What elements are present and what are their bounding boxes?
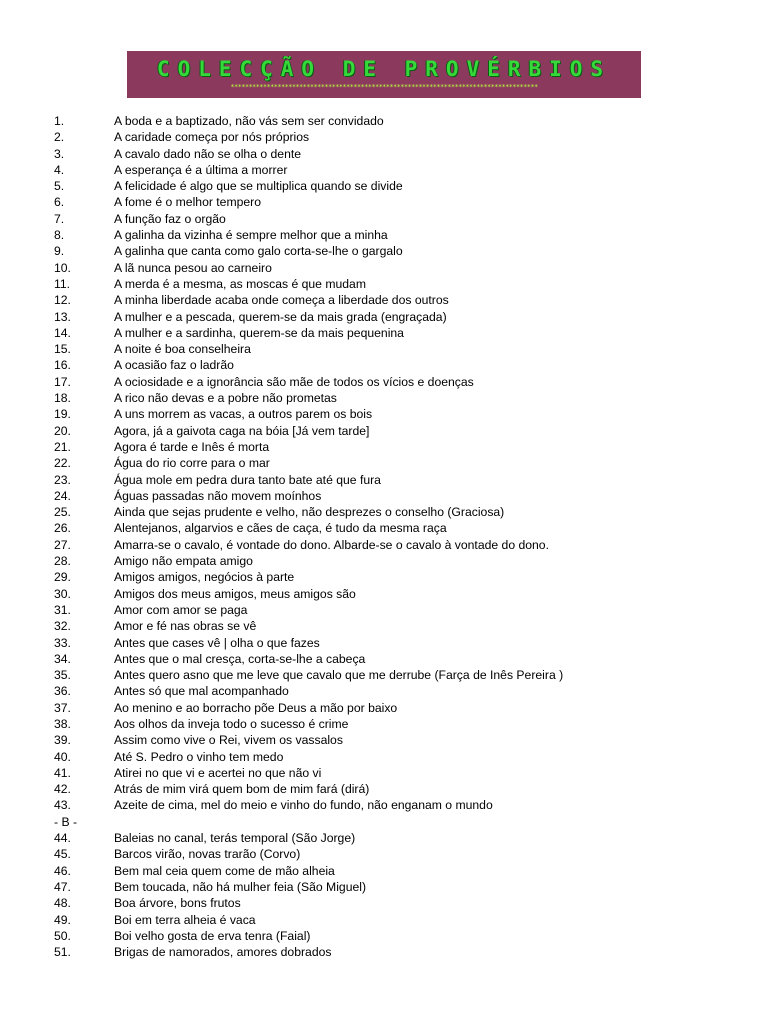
item-number: 20.	[54, 423, 71, 438]
list-item	[54, 292, 754, 308]
item-number: 21.	[54, 439, 71, 454]
proverb-text: A rico não devas e a pobre não prometas	[114, 391, 337, 406]
list-item	[54, 129, 754, 145]
list-item	[54, 455, 754, 471]
item-number: 48.	[54, 896, 71, 911]
list-item	[54, 194, 754, 210]
proverb-text: Água do rio corre para o mar	[114, 456, 270, 471]
proverb-text: Aos olhos da inveja todo o sucesso é crime	[114, 716, 349, 731]
proverb-text: Amarra-se o cavalo, é vontade do dono. Albarde-se o cavalo à vontade do dono.	[114, 537, 549, 552]
item-number: 36.	[54, 684, 71, 699]
item-number: 30.	[54, 586, 71, 601]
list-item	[54, 211, 754, 227]
proverb-text: A uns morrem as vacas, a outros parem os bois	[114, 407, 373, 422]
proverb-text: Agora, já a gaivota caga na bóia [Já vem tarde]	[114, 423, 370, 438]
list-item	[54, 276, 754, 292]
page-title: COLECÇÃO DE PROVÉRBIOS	[156, 57, 612, 81]
item-number: 23.	[54, 472, 71, 487]
item-number: 31.	[54, 602, 71, 617]
list-item	[54, 586, 754, 602]
item-number: 44.	[54, 831, 71, 846]
proverb-text: A felicidade é algo que se multiplica quando se divide	[114, 179, 403, 194]
list-item	[54, 178, 754, 194]
item-number: 25.	[54, 505, 71, 520]
item-number: 8.	[54, 228, 65, 243]
proverb-text: Antes só que mal acompanhado	[114, 684, 289, 699]
list-item	[54, 700, 754, 716]
proverb-text: A ociosidade e a ignorância são mãe de todos os vícios e doenças	[114, 374, 474, 389]
list-item	[54, 830, 754, 846]
item-number: 22.	[54, 456, 71, 471]
list-item	[54, 846, 754, 862]
proverb-text: Baleias no canal, terás temporal (São Jorge)	[114, 831, 356, 846]
item-number: 39.	[54, 733, 71, 748]
item-number: 46.	[54, 863, 71, 878]
proverb-text: A boda e a baptizado, não vás sem ser convidado	[114, 114, 384, 128]
item-number: 14.	[54, 325, 71, 340]
item-number: 28.	[54, 554, 71, 569]
item-number: 18.	[54, 391, 71, 406]
item-number: 50.	[54, 928, 71, 943]
item-number: 51.	[54, 945, 71, 960]
list-item	[54, 651, 754, 667]
list-item	[54, 912, 754, 928]
list-item	[54, 716, 754, 732]
list-item	[54, 146, 754, 162]
item-number: 15.	[54, 342, 71, 357]
list-item	[54, 537, 754, 553]
list-item	[54, 797, 754, 813]
proverb-text: A fome é o melhor tempero	[114, 195, 261, 210]
item-number: 17.	[54, 374, 71, 389]
item-number: 7.	[54, 211, 65, 226]
proverb-text: Ao menino e ao borracho põe Deus a mão por baixo	[114, 700, 398, 715]
list-item	[54, 944, 754, 960]
proverb-text: Agora é tarde e Inês é morta	[114, 439, 270, 454]
item-number: 37.	[54, 700, 71, 715]
item-number: 9.	[54, 244, 65, 259]
item-number: 41.	[54, 765, 71, 780]
proverb-text: Brigas de namorados, amores dobrados	[114, 945, 332, 960]
proverb-text: A função faz o orgão	[114, 211, 226, 226]
item-number: 24.	[54, 488, 71, 503]
list-item	[54, 374, 754, 390]
item-number: 16.	[54, 358, 71, 373]
proverb-text: Antes quero asno que me leve que cavalo que me derrube (Farça de Inês Pereira )	[114, 668, 564, 683]
proverb-text: A ocasião faz o ladrão	[114, 358, 234, 373]
list-item	[54, 341, 754, 357]
proverb-text: A merda é a mesma, as moscas é que mudam	[114, 276, 366, 291]
list-item	[54, 243, 754, 259]
list-item	[54, 928, 754, 944]
item-number: 6.	[54, 195, 65, 210]
list-item	[54, 635, 754, 651]
list-item	[54, 325, 754, 341]
proverb-text: A minha liberdade acaba onde começa a liberdade dos outros	[114, 293, 449, 308]
list-item	[54, 162, 754, 178]
list-item	[54, 863, 754, 879]
proverb-text: A lã nunca pesou ao carneiro	[114, 260, 272, 275]
proverb-text: Atrás de mim virá quem bom de mim fará (dirá)	[114, 782, 370, 797]
item-number: 47.	[54, 879, 71, 894]
list-item	[54, 113, 754, 129]
item-number: 32.	[54, 619, 71, 634]
proverb-text: Bem mal ceia quem come de mão alheia	[114, 863, 335, 878]
list-item	[54, 520, 754, 536]
item-number: 38.	[54, 716, 71, 731]
item-number: 11.	[54, 276, 71, 291]
list-item	[54, 488, 754, 504]
list-item	[54, 357, 754, 373]
list-item	[54, 879, 754, 895]
section-heading	[54, 814, 754, 830]
list-item	[54, 406, 754, 422]
item-number: 4.	[54, 162, 65, 177]
list-item	[54, 472, 754, 488]
proverb-text: Boi velho gosta de erva tenra (Faial)	[114, 928, 311, 943]
list-item	[54, 439, 754, 455]
proverb-list	[54, 113, 754, 960]
proverb-text: Antes que cases vê | olha o que fazes	[114, 635, 320, 650]
list-item	[54, 504, 754, 520]
proverb-text: Barcos virão, novas trarão (Corvo)	[114, 847, 301, 862]
list-item	[54, 602, 754, 618]
item-number: 10.	[54, 260, 71, 275]
list-item	[54, 667, 754, 683]
proverb-text: A esperança é a última a morrer	[114, 162, 288, 177]
proverb-text: A cavalo dado não se olha o dente	[114, 146, 302, 161]
list-item	[54, 895, 754, 911]
item-number: - B -	[54, 814, 78, 829]
proverb-text: Amigos amigos, negócios à parte	[114, 570, 295, 585]
proverb-text: Água mole em pedra dura tanto bate até que fura	[114, 472, 381, 487]
proverb-text: Boi em terra alheia é vaca	[114, 912, 256, 927]
proverb-text: Até S. Pedro o vinho tem medo	[114, 749, 284, 764]
list-item	[54, 749, 754, 765]
item-number: 12.	[54, 293, 71, 308]
list-item	[54, 390, 754, 406]
list-item	[54, 553, 754, 569]
item-number: 43.	[54, 798, 71, 813]
list-item	[54, 227, 754, 243]
proverb-text: A caridade começa por nós próprios	[114, 130, 310, 145]
proverb-text: Azeite de cima, mel do meio e vinho do fundo, não enganam o mundo	[114, 798, 493, 813]
item-number: 1.	[54, 114, 65, 128]
list-item	[54, 765, 754, 781]
item-number: 29.	[54, 570, 71, 585]
proverb-text: Antes que o mal cresça, corta-se-lhe a cabeça	[114, 651, 366, 666]
proverb-text: Águas passadas não movem moínhos	[114, 488, 322, 503]
list-item	[54, 732, 754, 748]
proverb-text: A galinha da vizinha é sempre melhor que a minha	[114, 228, 388, 243]
item-number: 3.	[54, 146, 65, 161]
list-item	[54, 618, 754, 634]
proverb-text: Bem toucada, não há mulher feia (São Miguel)	[114, 879, 367, 894]
item-number: 13.	[54, 309, 71, 324]
item-number: 35.	[54, 668, 71, 683]
item-number: 26.	[54, 521, 71, 536]
item-number: 27.	[54, 537, 71, 552]
proverb-text: Amigos dos meus amigos, meus amigos são	[114, 586, 356, 601]
title-banner	[127, 51, 641, 98]
item-number: 40.	[54, 749, 71, 764]
item-number: 42.	[54, 782, 71, 797]
list-item	[54, 309, 754, 325]
proverb-text: A mulher e a sardinha, querem-se da mais pequenina	[114, 325, 404, 340]
proverb-text: Boa árvore, bons frutos	[114, 896, 241, 911]
proverb-text: Amor e fé nas obras se vê	[114, 619, 257, 634]
item-number: 45.	[54, 847, 71, 862]
item-number: 19.	[54, 407, 71, 422]
proverb-text: Assim como vive o Rei, vivem os vassalos	[114, 733, 343, 748]
item-number: 34.	[54, 651, 71, 666]
proverb-text: Amor com amor se paga	[114, 602, 248, 617]
proverb-text: A mulher e a pescada, querem-se da mais grada (engraçada)	[114, 309, 447, 324]
proverb-text: A noite é boa conselheira	[114, 342, 251, 357]
item-number: 2.	[54, 130, 65, 145]
item-number: 5.	[54, 179, 65, 194]
list-item	[54, 569, 754, 585]
item-number: 49.	[54, 912, 71, 927]
proverb-text: Atirei no que vi e acertei no que não vi	[114, 765, 322, 780]
proverb-text: Ainda que sejas prudente e velho, não desprezes o conselho (Graciosa)	[114, 505, 505, 520]
banner-divider: *************************************************************************************	[230, 83, 538, 91]
list-item	[54, 781, 754, 797]
proverb-text: A galinha que canta como galo corta-se-lhe o gargalo	[114, 244, 403, 259]
list-item	[54, 683, 754, 699]
list-item	[54, 423, 754, 439]
list-item	[54, 260, 754, 276]
proverb-text: Amigo não empata amigo	[114, 554, 253, 569]
proverb-text: Alentejanos, algarvios e cães de caça, é tudo da mesma raça	[114, 521, 447, 536]
item-number: 33.	[54, 635, 71, 650]
